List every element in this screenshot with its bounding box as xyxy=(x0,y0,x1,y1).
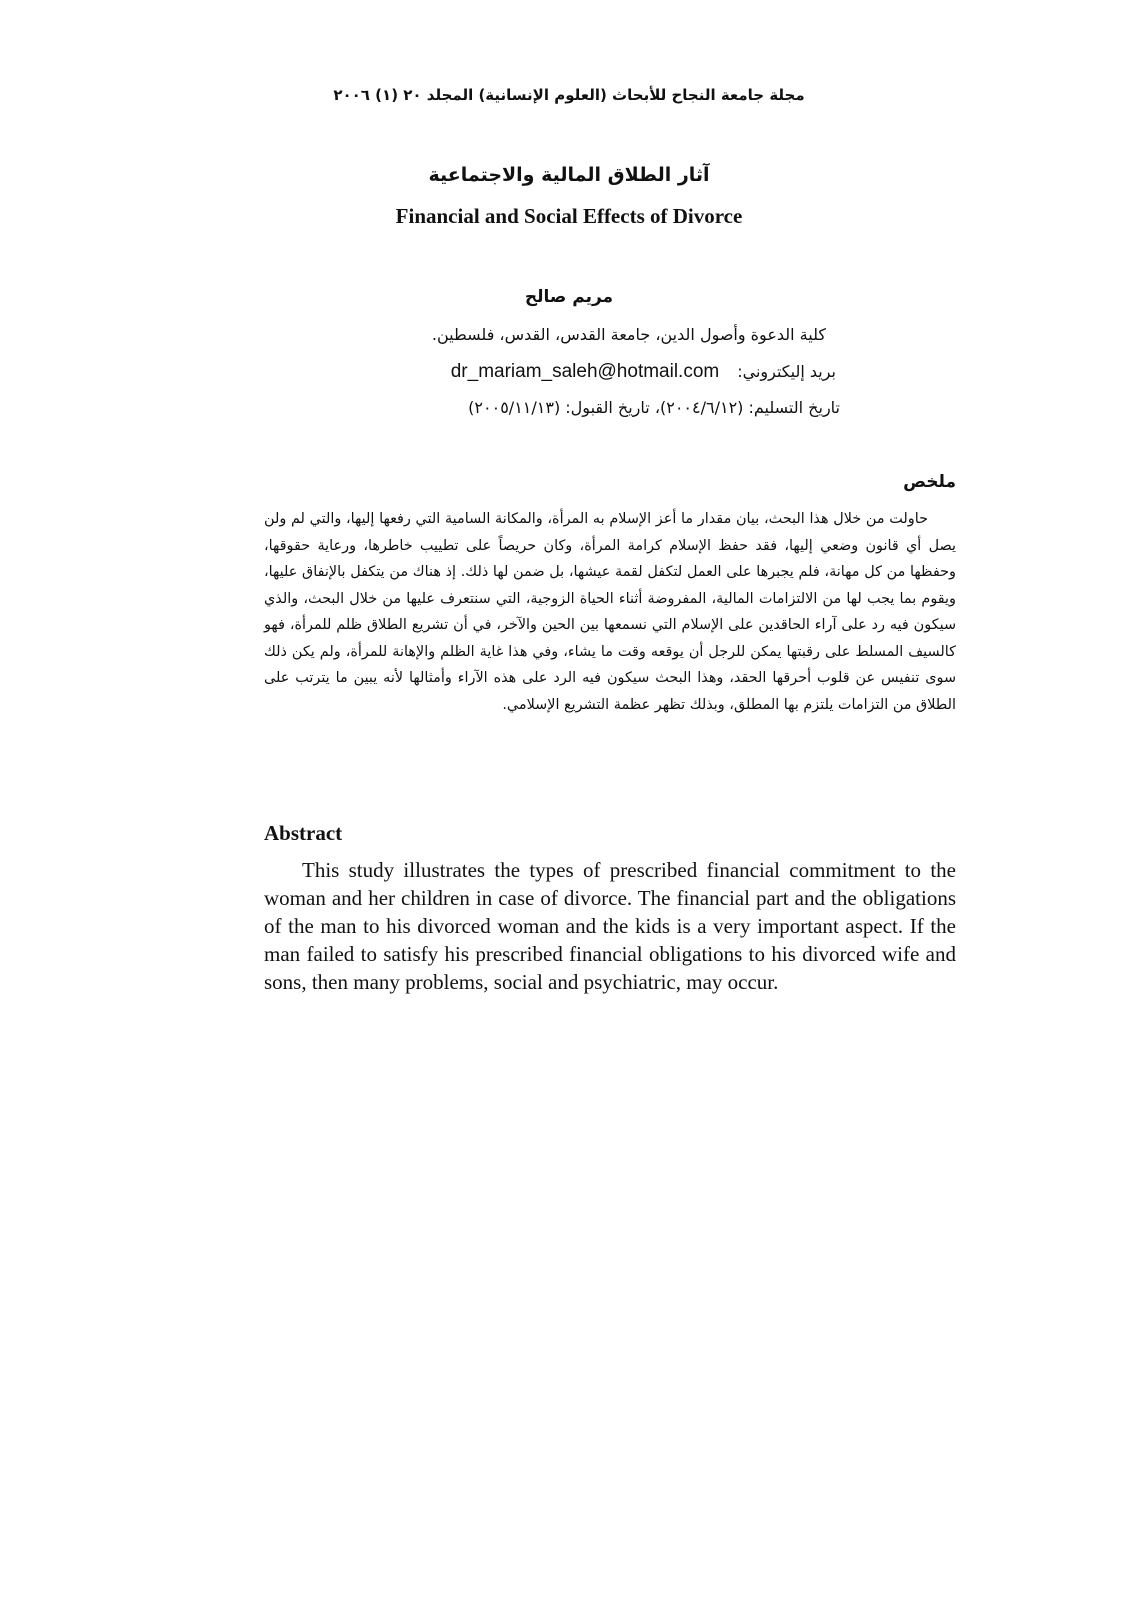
arabic-title: آثار الطلاق المالية والاجتماعية xyxy=(428,164,710,186)
email-address: dr_mariam_saleh@hotmail.com xyxy=(450,361,720,382)
english-abstract-heading: Abstract xyxy=(264,821,343,845)
arabic-abstract-body: حاولت من خلال هذا البحث، بيان مقدار ما أعز الإسلام به المرأة، والمكانة السامية التي رفعها إليها، والتي لم ولن يصل أي قانون وضعي إليها، فقد حفظ الإسلام كرامة المرأة، وكان حريصاً على تطييب خاطرها، ورعاية حقوقها، وحفظها من كل مهانة، فلم يجبرها على العمل لتكفل لقمة عيشها، بل ضمن لها ذلك. إذ هناك من يتكفل بالإنفاق عليها، ويقوم بما يجب لها من الالتزامات المالية، المفروضة أثناء الحياة الزوجية، التي سنتعرف عليها من خلال البحث، والذي سيكون فيه رد على آراء الحاقدين على الإسلام التي نسمعها بين الحين والآخر، في أن تشريع الطلاق ظلم للمرأة، فهو كالسيف المسلط على رقبتها يمكن للرجل أن يوقعه وقت ما يشاء، وفي هذا غاية الظلم والإهانة للمرأة، ولم يكن ذلك سوى تنفيس عن قلوب أحرقها الحقد، وهذا البحث سيكون فيه الرد على هذه الآراء وأمثالها لأنه يبين ما يترتب على الطلاق من التزامات يلتزم بها المطلق، وبذلك تظهر عظمة التشريع الإسلامي. xyxy=(264,511,956,713)
english-abstract-body: This study illustrates the types of prescribed financial commitment to the woman and her children in case of divorce. The financial part and the obligations of the man to his divorced woman and the kids is a very important aspect. If the man failed to satisfy his prescribed financial obligations to his divorced wife and sons, then many problems, social and psychiatric, may occur. xyxy=(264,858,956,994)
english-title: Financial and Social Effects of Divorce xyxy=(395,204,743,228)
email-label: بريد إليكتروني: xyxy=(737,362,836,381)
arabic-abstract-heading: ملخص xyxy=(903,472,956,492)
author-name: مريم صالح xyxy=(524,287,614,307)
author-email-line xyxy=(451,361,836,383)
author-affiliation: كلية الدعوة وأصول الدين، جامعة القدس، القدس، فلسطين. xyxy=(431,325,826,344)
submission-dates: تاريخ التسليم: (٢٠٠٤/٦/١٢)، تاريخ القبول: (٢٠٠٥/١١/١٣) xyxy=(468,398,840,417)
journal-header: مجلة جامعة النجاح للأبحاث (العلوم الإنسانية) المجلد ٢٠ (١) ٢٠٠٦ xyxy=(333,86,805,104)
